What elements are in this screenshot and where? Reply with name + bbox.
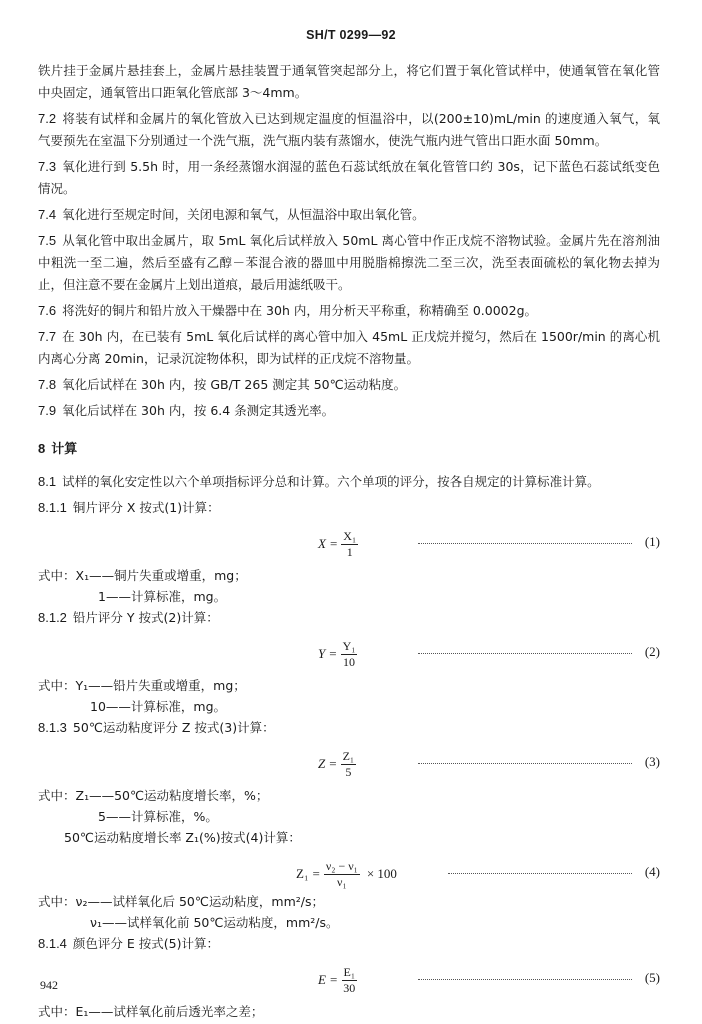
leader-dots	[418, 653, 632, 654]
where-block-1: 式中：X₁——铜片失重或增重，mg； 1——计算标准，mg。	[38, 568, 247, 604]
formula-2: Y = $\frac{\text{Y₁}}{10}$ (2)	[318, 638, 660, 669]
formula-4: Z₁ = $\frac{\text{ν₂ − ν₁}}{\text{ν₁}}$ × 100 (4)	[296, 858, 660, 889]
where-block-2: 式中：Y₁——铅片失重或增重，mg； 10——计算标准，mg。	[38, 678, 246, 714]
where-block-4: 式中：ν₂——试样氧化后 50℃运动粘度，mm²/s； ν₁——试样氧化前 50℃运动粘度，mm²/s。	[38, 894, 339, 930]
subsection-8-1-1: 8.1.1 铜片评分 X 按式(1)计算：	[38, 500, 220, 515]
page-header: SH/T 0299—92	[306, 28, 396, 42]
equation-number: (5)	[644, 970, 660, 985]
formula-lhs: Z₁	[296, 866, 309, 881]
formula-multiplier: × 100	[366, 866, 397, 881]
formula-fraction: $\frac{\text{E₁}}{30}$	[343, 964, 356, 995]
paragraph-7-3: 7.3 氧化进行到 5.5h 时，用一条经蒸馏水润湿的蓝色石蕊试纸放在氧化管管口约 30s，记下蓝色石蕊试纸变色情况。	[38, 159, 660, 196]
equation-number: (2)	[644, 644, 660, 659]
paragraph-7-9: 7.9 氧化后试样在 30h 内，按 6.4 条测定其透光率。	[38, 403, 335, 418]
equation-number: (1)	[644, 534, 660, 549]
paragraph-7-8: 7.8 氧化后试样在 30h 内，按 GB/T 265 测定其 50℃运动粘度。	[38, 377, 407, 392]
equation-number: (3)	[644, 754, 660, 769]
equation-number: (4)	[644, 864, 660, 879]
leader-dots	[418, 763, 632, 764]
formula-lhs: Y	[318, 646, 326, 661]
paragraph-8-1: 8.1 试样的氧化安定性以六个单项指标评分总和计算。六个单项的评分，按各自规定的计算标准计算。	[38, 474, 600, 489]
subsection-8-1-3: 8.1.3 50℃运动粘度评分 Z 按式(3)计算：	[38, 720, 275, 735]
leader-dots	[418, 979, 632, 980]
formula-5: E = $\frac{\text{E₁}}{30}$ (5)	[318, 964, 660, 995]
paragraph-7-6: 7.6 将洗好的铜片和铅片放入干燥器中在 30h 内，用分析天平称重，称精确至 0.0002g。	[38, 303, 538, 318]
section-heading-8: 8 计算	[38, 441, 78, 457]
formula-fraction: $\frac{\text{Y₁}}{10}$	[342, 638, 356, 669]
formula-lhs: E	[318, 972, 326, 987]
formula-1: X = $\frac{\text{X₁}}{1}$ (1)	[318, 528, 660, 559]
where-block-5: 式中：E₁——试样氧化前后透光率之差；	[38, 1004, 264, 1019]
growth-rate-intro: 50℃运动粘度增长率 Z₁(%)按式(4)计算：	[64, 830, 301, 845]
leader-dots	[448, 873, 632, 874]
document-body	[38, 60, 660, 1022]
paragraph-7-7: 7.7 在 30h 内，在已装有 5mL 氧化后试样的离心管中加入 45mL 正戊烷并搅匀，然后在 1500r/min 的离心机内离心分离 20min，记录沉淀物体积，即为试样的正戊烷不溶物量。	[38, 329, 660, 366]
paragraph-7-1-cont: 铁片挂于金属片悬挂套上，金属片悬挂装置于通氧管突起部分上，将它们置于氧化管试样中，使通氧管在氧化管中央固定，通氧管出口距氧化管底部 3～4mm。	[38, 63, 660, 100]
leader-dots	[418, 543, 632, 544]
formula-3: Z = $\frac{\text{Z₁}}{5}$ (3)	[318, 748, 660, 779]
formula-lhs: X	[318, 536, 326, 551]
paragraph-7-4: 7.4 氧化进行至规定时间，关闭电源和氧气，从恒温浴中取出氧化管。	[38, 207, 425, 222]
subsection-8-1-4: 8.1.4 颜色评分 E 按式(5)计算：	[38, 936, 219, 951]
formula-fraction: $\frac{\text{ν₂ − ν₁}}{\text{ν₁}}$	[325, 858, 358, 889]
formula-fraction: $\frac{\text{Z₁}}{5}$	[342, 748, 355, 779]
page-number: 942	[40, 978, 58, 992]
paragraph-7-2: 7.2 将装有试样和金属片的氧化管放入已达到规定温度的恒温浴中，以(200±10)mL/min 的速度通入氧气，氧气要预先在室温下分别通过一个洗气瓶，洗气瓶内装有蒸馏水，使洗气瓶内进气管出口距水面 50mm。	[38, 111, 660, 148]
formula-lhs: Z	[318, 756, 326, 771]
formula-fraction: $\frac{\text{X₁}}{1}$	[343, 528, 357, 559]
paragraph-7-5: 7.5 从氧化管中取出金属片，取 5mL 氧化后试样放入 50mL 离心管中作正戊烷不溶物试验。金属片先在溶剂油中粗洗一至二遍，然后至盛有乙醇－苯混合液的器皿中用脱脂棉擦洗二至三次，洗至表面硫松的氧化物去掉为止，但注意不要在金属片上划出道痕，最后用滤纸吸干。	[38, 233, 660, 292]
where-block-3: 式中：Z₁——50℃运动粘度增长率，%； 5——计算标准，%。	[38, 788, 269, 824]
subsection-8-1-2: 8.1.2 铅片评分 Y 按式(2)计算：	[38, 610, 219, 625]
